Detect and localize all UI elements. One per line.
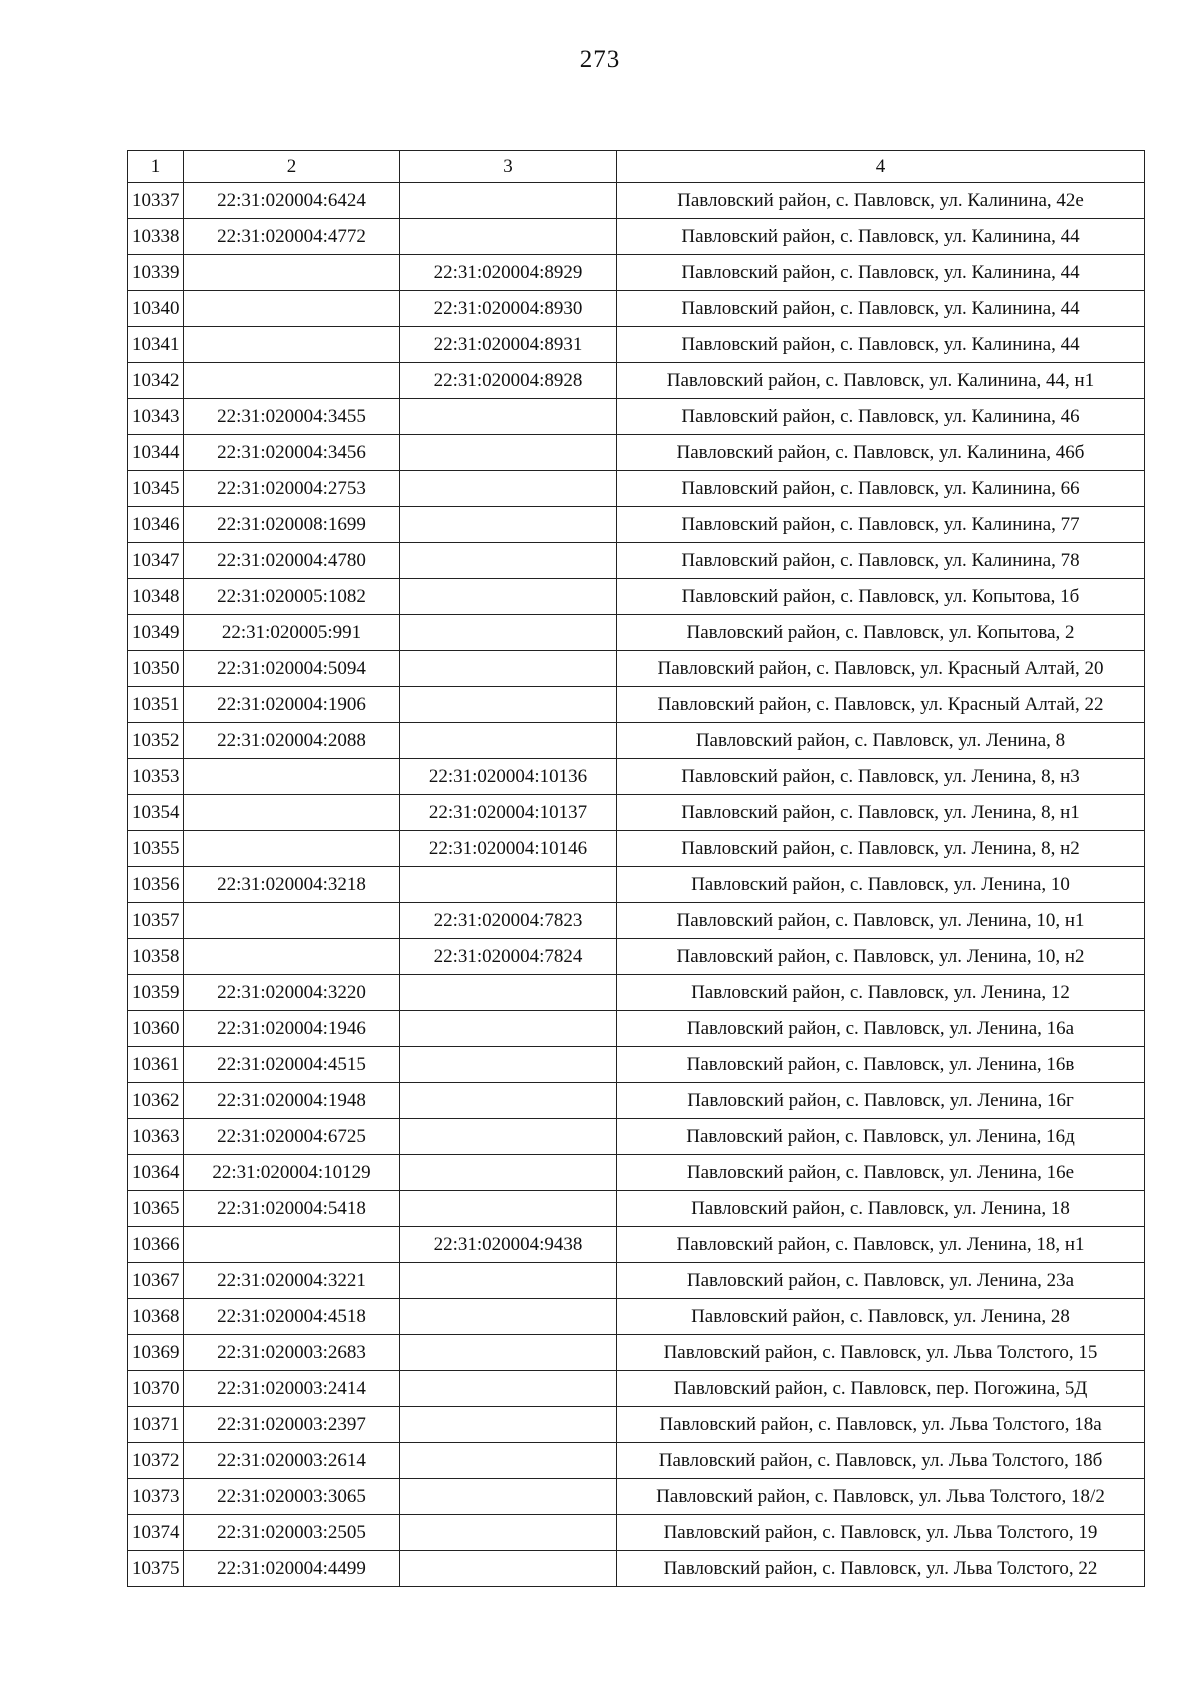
row-number: 10374 [128,1515,184,1551]
address: Павловский район, с. Павловск, ул. Калинина, 77 [617,507,1145,543]
cadastral-number-col2: 22:31:020004:3221 [184,1263,400,1299]
table-row [128,1119,1145,1155]
cadastral-number-col3 [400,1299,617,1335]
address: Павловский район, с. Павловск, ул. Ленина, 10, н1 [617,903,1145,939]
cadastral-number-col3 [400,435,617,471]
address: Павловский район, с. Павловск, ул. Ленина, 10 [617,867,1145,903]
address: Павловский район, с. Павловск, пер. Погожина, 5Д [617,1371,1145,1407]
table-row [128,939,1145,975]
table-row [128,1479,1145,1515]
table-row [128,903,1145,939]
address: Павловский район, с. Павловск, ул. Льва Толстого, 19 [617,1515,1145,1551]
cadastral-number-col2 [184,903,400,939]
table-row [128,1371,1145,1407]
table-row [128,867,1145,903]
cadastral-number-col2: 22:31:020004:4772 [184,219,400,255]
header-col-2: 2 [184,151,400,183]
cadastral-number-col3 [400,543,617,579]
cadastral-number-col2: 22:31:020004:2088 [184,723,400,759]
row-number: 10368 [128,1299,184,1335]
row-number: 10371 [128,1407,184,1443]
cadastral-number-col2: 22:31:020004:4518 [184,1299,400,1335]
cadastral-number-col2: 22:31:020004:5418 [184,1191,400,1227]
cadastral-number-col3 [400,1263,617,1299]
address: Павловский район, с. Павловск, ул. Калинина, 46б [617,435,1145,471]
cadastral-number-col3: 22:31:020004:7824 [400,939,617,975]
cadastral-number-col3 [400,399,617,435]
row-number: 10360 [128,1011,184,1047]
address: Павловский район, с. Павловск, ул. Льва Толстого, 18а [617,1407,1145,1443]
table-row [128,1263,1145,1299]
address: Павловский район, с. Павловск, ул. Льва Толстого, 18/2 [617,1479,1145,1515]
row-number: 10341 [128,327,184,363]
cadastral-number-col3 [400,615,617,651]
cadastral-number-col3 [400,687,617,723]
table-row [128,1515,1145,1551]
address: Павловский район, с. Павловск, ул. Ленина, 8, н1 [617,795,1145,831]
row-number: 10338 [128,219,184,255]
cadastral-number-col2: 22:31:020005:991 [184,615,400,651]
table-row [128,1227,1145,1263]
table-row [128,1011,1145,1047]
cadastral-number-col3: 22:31:020004:10136 [400,759,617,795]
cadastral-number-col3 [400,1551,617,1587]
cadastral-number-col2: 22:31:020004:6725 [184,1119,400,1155]
address: Павловский район, с. Павловск, ул. Ленина, 16г [617,1083,1145,1119]
cadastral-number-col2 [184,831,400,867]
cadastral-number-col2 [184,1227,400,1263]
row-number: 10358 [128,939,184,975]
table-row [128,687,1145,723]
address: Павловский район, с. Павловск, ул. Калинина, 42е [617,183,1145,219]
cadastral-number-col2: 22:31:020003:2614 [184,1443,400,1479]
cadastral-number-col2: 22:31:020004:3220 [184,975,400,1011]
table-row [128,255,1145,291]
cadastral-number-col3 [400,723,617,759]
cadastral-number-col2 [184,759,400,795]
cadastral-number-col3 [400,183,617,219]
cadastral-number-col2 [184,255,400,291]
page-number: 273 [579,46,621,73]
cadastral-number-col3 [400,975,617,1011]
table-row [128,1551,1145,1587]
row-number: 10356 [128,867,184,903]
cadastral-number-col3 [400,1083,617,1119]
table-row [128,615,1145,651]
cadastral-number-col2: 22:31:020004:1948 [184,1083,400,1119]
cadastral-number-col3 [400,219,617,255]
table-row [128,399,1145,435]
address: Павловский район, с. Павловск, ул. Калинина, 44 [617,291,1145,327]
address: Павловский район, с. Павловск, ул. Ленина, 16е [617,1155,1145,1191]
cadastral-number-col3: 22:31:020004:9438 [400,1227,617,1263]
row-number: 10342 [128,363,184,399]
address: Павловский район, с. Павловск, ул. Ленина, 28 [617,1299,1145,1335]
address: Павловский район, с. Павловск, ул. Ленина, 8 [617,723,1145,759]
cadastral-number-col2 [184,327,400,363]
cadastral-number-col3: 22:31:020004:8930 [400,291,617,327]
row-number: 10370 [128,1371,184,1407]
table-row [128,327,1145,363]
address: Павловский район, с. Павловск, ул. Ленина, 8, н2 [617,831,1145,867]
row-number: 10354 [128,795,184,831]
address: Павловский район, с. Павловск, ул. Калинина, 66 [617,471,1145,507]
table-row [128,219,1145,255]
cadastral-number-col2: 22:31:020008:1699 [184,507,400,543]
row-number: 10375 [128,1551,184,1587]
table-row [128,1047,1145,1083]
cadastral-number-col2: 22:31:020004:6424 [184,183,400,219]
row-number: 10353 [128,759,184,795]
cadastral-number-col3 [400,579,617,615]
row-number: 10372 [128,1443,184,1479]
cadastral-number-col3 [400,1371,617,1407]
table-row [128,651,1145,687]
address: Павловский район, с. Павловск, ул. Красный Алтай, 20 [617,651,1145,687]
cadastral-number-col3 [400,1119,617,1155]
address: Павловский район, с. Павловск, ул. Ленина, 18 [617,1191,1145,1227]
cadastral-number-col2: 22:31:020004:4515 [184,1047,400,1083]
cadastral-number-col3 [400,1443,617,1479]
cadastral-number-col2: 22:31:020003:3065 [184,1479,400,1515]
cadastral-number-col2: 22:31:020005:1082 [184,579,400,615]
row-number: 10347 [128,543,184,579]
address: Павловский район, с. Павловск, ул. Ленина, 16а [617,1011,1145,1047]
row-number: 10352 [128,723,184,759]
table-header [128,151,1145,183]
cadastral-number-col3 [400,1515,617,1551]
address: Павловский район, с. Павловск, ул. Копытова, 2 [617,615,1145,651]
table-row [128,1155,1145,1191]
cadastral-number-col2: 22:31:020004:1946 [184,1011,400,1047]
table-body [128,183,1145,1587]
cadastral-number-col2 [184,363,400,399]
cadastral-number-col2 [184,795,400,831]
table-row [128,1443,1145,1479]
cadastral-number-col2: 22:31:020004:3455 [184,399,400,435]
row-number: 10357 [128,903,184,939]
cadastral-number-col2: 22:31:020004:2753 [184,471,400,507]
table-row [128,975,1145,1011]
address: Павловский район, с. Павловск, ул. Калинина, 78 [617,543,1145,579]
cadastral-number-col2: 22:31:020004:3218 [184,867,400,903]
address: Павловский район, с. Павловск, ул. Ленина, 8, н3 [617,759,1145,795]
row-number: 10355 [128,831,184,867]
row-number: 10359 [128,975,184,1011]
cadastral-number-col3 [400,1479,617,1515]
row-number: 10361 [128,1047,184,1083]
address: Павловский район, с. Павловск, ул. Ленина, 16д [617,1119,1145,1155]
address: Павловский район, с. Павловск, ул. Ленина, 12 [617,975,1145,1011]
table-row [128,723,1145,759]
table-row [128,1407,1145,1443]
table-row [128,795,1145,831]
row-number: 10351 [128,687,184,723]
address: Павловский район, с. Павловск, ул. Льва Толстого, 15 [617,1335,1145,1371]
cadastral-number-col2: 22:31:020004:5094 [184,651,400,687]
cadastral-number-col3 [400,1191,617,1227]
row-number: 10346 [128,507,184,543]
address: Павловский район, с. Павловск, ул. Льва Толстого, 22 [617,1551,1145,1587]
row-number: 10343 [128,399,184,435]
cadastral-number-col3: 22:31:020004:10146 [400,831,617,867]
address: Павловский район, с. Павловск, ул. Ленина, 18, н1 [617,1227,1145,1263]
cadastral-number-col3 [400,1047,617,1083]
cadastral-number-col3 [400,867,617,903]
table-row [128,363,1145,399]
cadastral-number-col2: 22:31:020004:3456 [184,435,400,471]
table-row [128,1299,1145,1335]
table-row [128,183,1145,219]
row-number: 10340 [128,291,184,327]
row-number: 10366 [128,1227,184,1263]
table-row [128,291,1145,327]
row-number: 10339 [128,255,184,291]
header-row [128,151,1145,183]
address: Павловский район, с. Павловск, ул. Льва Толстого, 18б [617,1443,1145,1479]
cadastral-number-col2: 22:31:020003:2683 [184,1335,400,1371]
address: Павловский район, с. Павловск, ул. Ленина, 23а [617,1263,1145,1299]
cadastral-number-col2: 22:31:020004:4780 [184,543,400,579]
cadastral-number-col3 [400,1155,617,1191]
table-row [128,1191,1145,1227]
row-number: 10363 [128,1119,184,1155]
row-number: 10369 [128,1335,184,1371]
cadastral-number-col2: 22:31:020004:4499 [184,1551,400,1587]
row-number: 10362 [128,1083,184,1119]
table-row [128,579,1145,615]
cadastral-number-col3 [400,1335,617,1371]
table-row [128,471,1145,507]
cadastral-number-col2: 22:31:020003:2505 [184,1515,400,1551]
cadastral-number-col2: 22:31:020004:1906 [184,687,400,723]
registry-table [127,150,1145,1587]
table-row [128,1083,1145,1119]
table-row [128,507,1145,543]
cadastral-number-col3: 22:31:020004:8931 [400,327,617,363]
cadastral-number-col2: 22:31:020003:2414 [184,1371,400,1407]
cadastral-number-col3 [400,471,617,507]
cadastral-number-col2: 22:31:020004:10129 [184,1155,400,1191]
row-number: 10350 [128,651,184,687]
cadastral-number-col3 [400,1407,617,1443]
table-row [128,759,1145,795]
table-row [128,1335,1145,1371]
cadastral-number-col3 [400,507,617,543]
cadastral-number-col3: 22:31:020004:8928 [400,363,617,399]
cadastral-number-col2 [184,291,400,327]
address: Павловский район, с. Павловск, ул. Ленина, 10, н2 [617,939,1145,975]
address: Павловский район, с. Павловск, ул. Калинина, 44, н1 [617,363,1145,399]
header-col-1: 1 [128,151,184,183]
table-row [128,435,1145,471]
address: Павловский район, с. Павловск, ул. Калинина, 44 [617,255,1145,291]
cadastral-number-col3 [400,1011,617,1047]
row-number: 10364 [128,1155,184,1191]
row-number: 10348 [128,579,184,615]
address: Павловский район, с. Павловск, ул. Калинина, 44 [617,219,1145,255]
address: Павловский район, с. Павловск, ул. Красный Алтай, 22 [617,687,1145,723]
cadastral-number-col3: 22:31:020004:7823 [400,903,617,939]
row-number: 10345 [128,471,184,507]
address: Павловский район, с. Павловск, ул. Калинина, 46 [617,399,1145,435]
row-number: 10337 [128,183,184,219]
table-row [128,543,1145,579]
row-number: 10344 [128,435,184,471]
address: Павловский район, с. Павловск, ул. Калинина, 44 [617,327,1145,363]
cadastral-number-col2 [184,939,400,975]
row-number: 10349 [128,615,184,651]
header-col-3: 3 [400,151,617,183]
cadastral-number-col3: 22:31:020004:10137 [400,795,617,831]
table-row [128,831,1145,867]
address: Павловский район, с. Павловск, ул. Ленина, 16в [617,1047,1145,1083]
row-number: 10365 [128,1191,184,1227]
cadastral-number-col3 [400,651,617,687]
row-number: 10373 [128,1479,184,1515]
row-number: 10367 [128,1263,184,1299]
cadastral-number-col2: 22:31:020003:2397 [184,1407,400,1443]
cadastral-number-col3: 22:31:020004:8929 [400,255,617,291]
header-col-4: 4 [617,151,1145,183]
address: Павловский район, с. Павловск, ул. Копытова, 1б [617,579,1145,615]
